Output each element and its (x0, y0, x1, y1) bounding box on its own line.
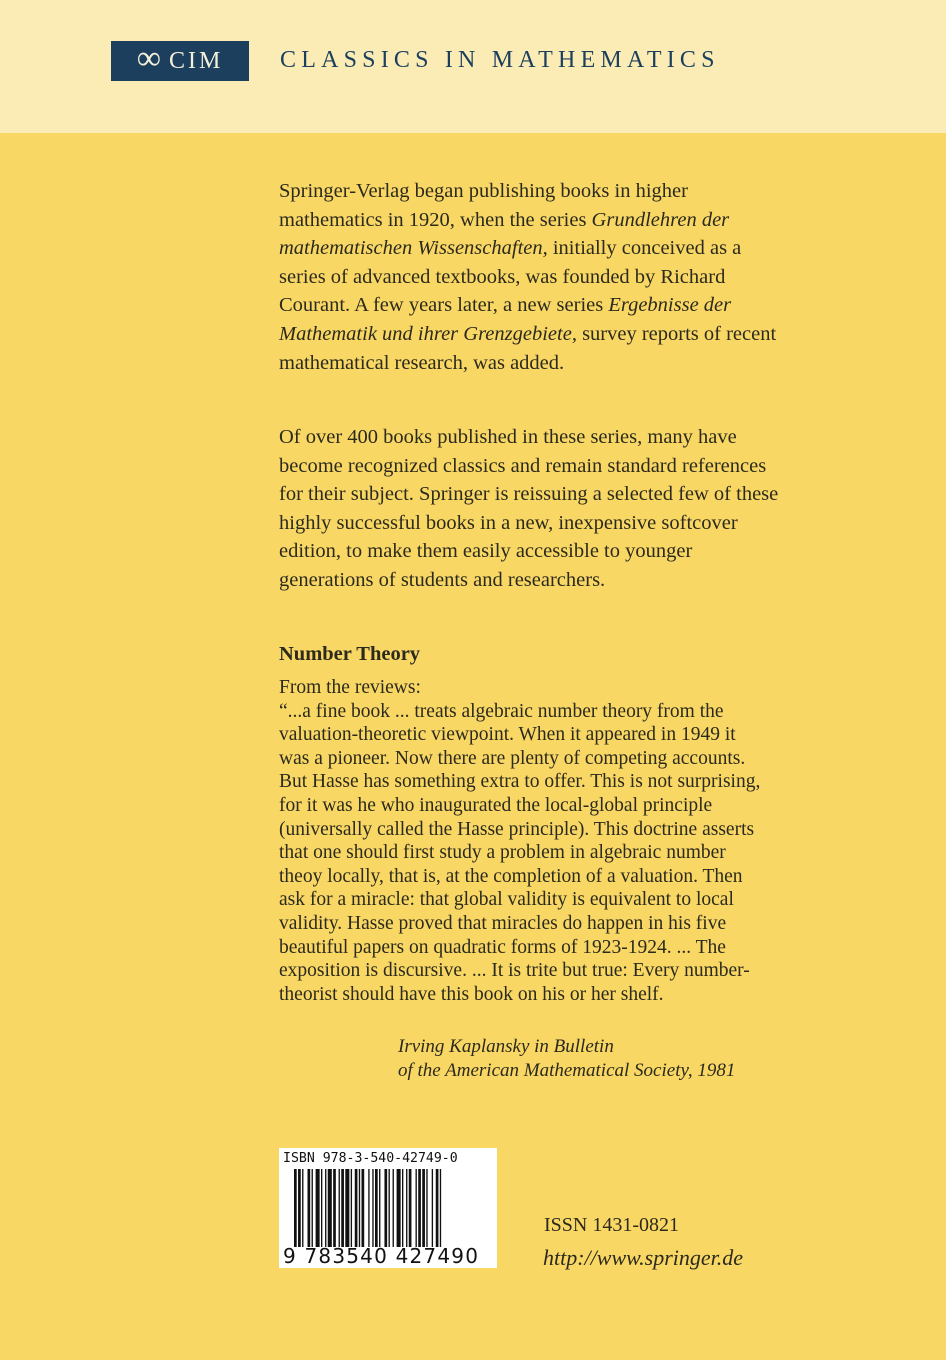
barcode-bar (393, 1169, 394, 1247)
barcode-bar (328, 1169, 332, 1247)
barcode-bar (422, 1169, 425, 1247)
series-name-grundlehren: Grundlehren der mathematischen Wissenschaften, (279, 208, 730, 260)
barcode-bar (416, 1169, 417, 1247)
review-attribution (398, 1035, 798, 1082)
intro-paragraph-2: Of over 400 books published in these series, many have become recognized classics and remain standard references for their subject. Springer is reissuing a selected few of these highly successful books in a new, inexpensive softcover edition, to make them easily accessible to younger generations of students and researchers. (279, 426, 779, 591)
barcode-bar (359, 1169, 360, 1247)
barcode-bar (355, 1169, 358, 1247)
barcode (279, 1148, 497, 1268)
attribution-line-1: Irving Kaplansky in Bulletin (398, 1036, 614, 1057)
barcode-bar (294, 1169, 297, 1247)
barcode-bar (375, 1169, 378, 1247)
barcode-bar (409, 1169, 412, 1247)
book-title: Number Theory (279, 643, 421, 665)
barcode-bar (389, 1169, 390, 1247)
barcode-bar (402, 1169, 403, 1247)
barcode-bar (368, 1169, 369, 1247)
issn: ISSN 1431-0821 (544, 1214, 680, 1236)
review-block (279, 676, 769, 1006)
barcode-bar (341, 1169, 344, 1247)
barcode-bar (298, 1169, 301, 1247)
barcode-bar (339, 1169, 340, 1247)
barcode-bar (440, 1169, 441, 1247)
barcode-bar (302, 1169, 303, 1247)
infinity-icon: ∞ (136, 40, 161, 77)
cim-logo (111, 41, 249, 81)
barcode-bars (293, 1169, 489, 1247)
barcode-bar (397, 1169, 401, 1247)
barcode-bar (418, 1169, 421, 1247)
barcode-bar (436, 1169, 439, 1247)
review-quote: “...a fine book ... treats algebraic number theory from the valuation-theoretic viewpoint. When it appeared in 1949 it was a pioneer. Now there are plenty of competing accounts. But Hasse has something extra to offer. This is not surprising, for it was he who inaugurated the local-global principle (universally called the Hasse principle). This doctrine asserts that one should first study a problem in algebraic number theoy locally, that is, at the completion of a valuation. Then ask for a miracle: that global validity is equivalent to local validity. Hasse proved that miracles do happen in his five beautiful papers on quadratic forms of 1923-1924. ... The exposition is discursive. ... It is trite but true: Every number-theorist should have this book on his or her shelf. (279, 700, 761, 1005)
barcode-bar (406, 1169, 407, 1247)
series-header-band (0, 0, 946, 133)
series-title: CLASSICS IN MATHEMATICS (280, 47, 720, 73)
attribution-line-2: of the American Mathematical Society, 1981 (398, 1059, 736, 1081)
intro-text-c: survey reports of recent mathematical research, was added. (279, 322, 777, 374)
barcode-bar (384, 1169, 387, 1247)
barcode-bar (333, 1169, 336, 1247)
intro-text-a: Springer-Verlag began publishing books in higher mathematics in 1920, when the series (279, 180, 688, 231)
barcode-bar (351, 1169, 352, 1247)
isbn-text: ISBN 978-3-540-42749-0 (283, 1151, 458, 1166)
barcode-bar (312, 1169, 313, 1247)
barcode-bar (345, 1169, 349, 1247)
barcode-bar (308, 1169, 311, 1247)
intro-text-b: initially conceived as a series of advanced textbooks, was founded by Richard Courant. A few years later, a new series (279, 237, 742, 317)
barcode-bar (372, 1169, 373, 1247)
barcode-bar (321, 1169, 322, 1247)
intro-paragraph-1 (279, 177, 779, 377)
barcode-bar (426, 1169, 427, 1247)
barcode-digits: 9 783540 427490 (283, 1244, 480, 1268)
barcode-bar (379, 1169, 380, 1247)
barcode-bar (432, 1169, 433, 1247)
cim-logo-text: CIM (168, 47, 224, 74)
barcode-bar (316, 1169, 320, 1247)
reviews-label: From the reviews: (279, 677, 421, 698)
series-name-ergebnisse: Ergebnisse der Mathematik und ihrer Grenzgebiete, (279, 294, 732, 345)
barcode-bar (362, 1169, 365, 1247)
publisher-url[interactable]: http://www.springer.de (543, 1245, 744, 1270)
barcode-bar (325, 1169, 326, 1247)
